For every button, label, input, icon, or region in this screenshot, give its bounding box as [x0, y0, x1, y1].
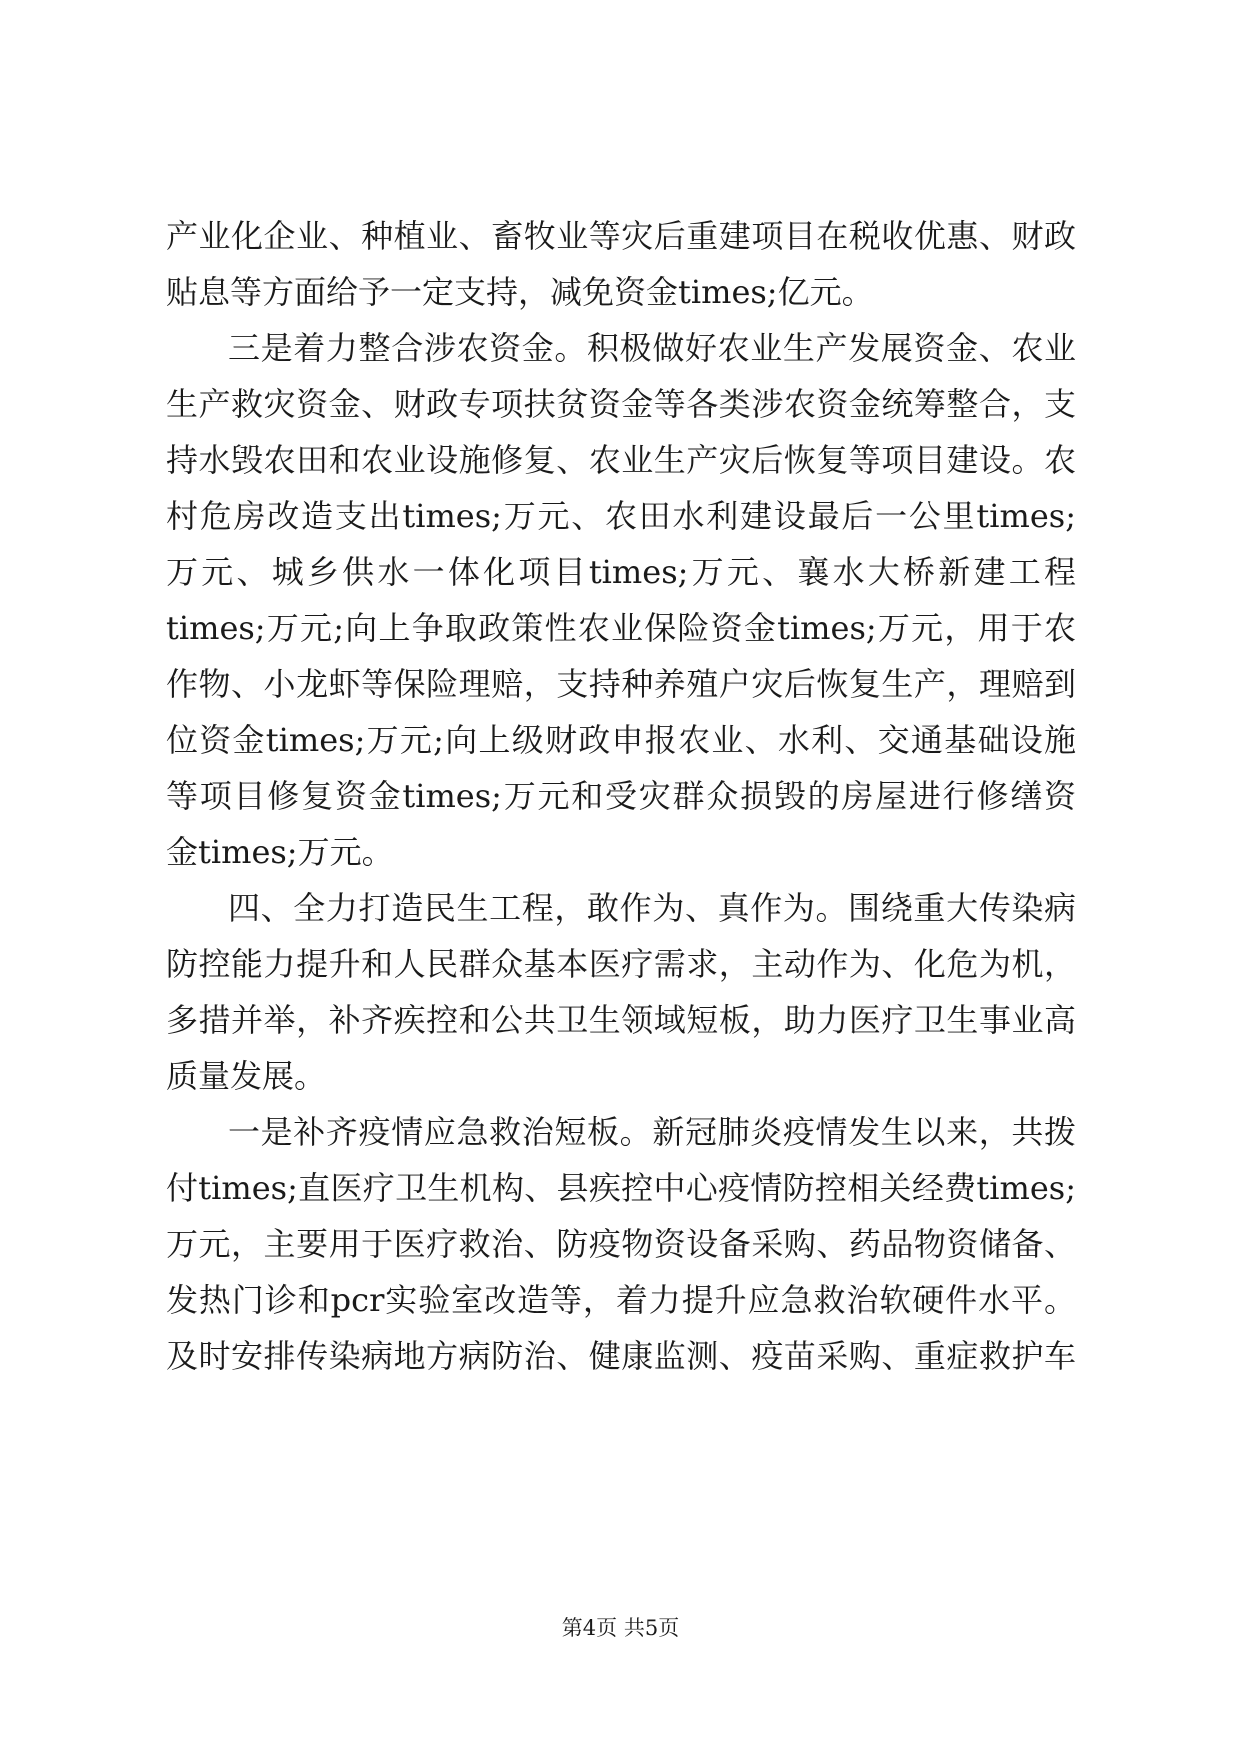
text-line: 万元、城乡供水一体化项目times;万元、襄水大桥新建工程	[166, 553, 1076, 591]
text-line: times;万元;向上争取政策性农业保险资金times;万元，用于农	[166, 609, 1076, 647]
text-line: 发热门诊和pcr实验室改造等，着力提升应急救治软硬件水平。	[166, 1281, 1076, 1319]
text-line: 多措并举，补齐疾控和公共卫生领域短板，助力医疗卫生事业高	[166, 1001, 1076, 1039]
text-line: 金times;万元。	[166, 833, 394, 871]
paragraph-first-line: 四、全力打造民生工程，敢作为、真作为。围绕重大传染病	[228, 889, 1076, 927]
text-line: 持水毁农田和农业设施修复、农业生产灾后恢复等项目建设。农	[166, 441, 1076, 479]
text-line: 万元，主要用于医疗救治、防疫物资设备采购、药品物资储备、	[166, 1225, 1076, 1263]
text-line: 及时安排传染病地方病防治、健康监测、疫苗采购、重症救护车	[166, 1337, 1076, 1375]
text-line: 生产救灾资金、财政专项扶贫资金等各类涉农资金统筹整合，支	[166, 385, 1076, 423]
text-line: 防控能力提升和人民群众基本医疗需求，主动作为、化危为机，	[166, 945, 1076, 983]
text-line: 付times;直医疗卫生机构、县疾控中心疫情防控相关经费times;	[166, 1169, 1076, 1207]
text-line: 作物、小龙虾等保险理赔，支持种养殖户灾后恢复生产，理赔到	[166, 665, 1076, 703]
text-line: 贴息等方面给予一定支持，减免资金times;亿元。	[166, 273, 874, 311]
text-line: 质量发展。	[166, 1057, 327, 1095]
page-number-footer: 第4页 共5页	[561, 1616, 680, 1640]
text-line: 位资金times;万元;向上级财政申报农业、水利、交通基础设施	[166, 721, 1076, 759]
text-line: 等项目修复资金times;万元和受灾群众损毁的房屋进行修缮资	[166, 777, 1076, 815]
paragraph-first-line: 一是补齐疫情应急救治短板。新冠肺炎疫情发生以来，共拨	[228, 1113, 1076, 1151]
text-line: 村危房改造支出times;万元、农田水利建设最后一公里times;	[166, 497, 1076, 535]
paragraph-first-line: 三是着力整合涉农资金。积极做好农业生产发展资金、农业	[228, 329, 1076, 367]
text-line: 产业化企业、种植业、畜牧业等灾后重建项目在税收优惠、财政	[166, 217, 1076, 255]
